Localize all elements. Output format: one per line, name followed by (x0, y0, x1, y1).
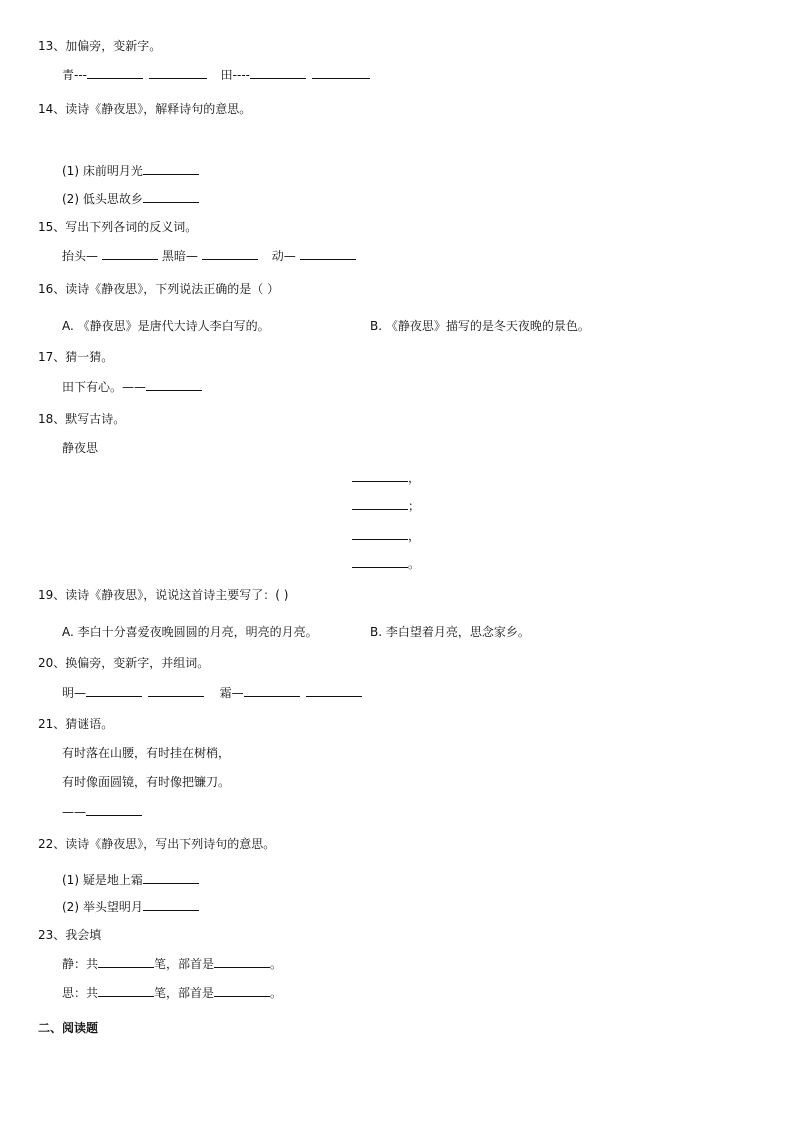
q13-char-qing: 青--- (62, 68, 87, 82)
q16-option-b[interactable]: B. 《静夜思》描写的是冬天夜晚的景色。 (370, 319, 590, 333)
q16-title: 16、读诗《静夜思》，下列说法正确的是（ ） (38, 282, 280, 296)
q18-blank-4[interactable] (352, 556, 408, 568)
q21-blank[interactable] (86, 804, 142, 816)
q19-option-b[interactable]: B. 李白望着月亮，思念家乡。 (370, 625, 530, 639)
q22-item-2 (62, 899, 199, 915)
q18-punct-1: ， (408, 471, 421, 485)
q15-word-dong: 动— (271, 249, 296, 263)
q20-title: 20、换偏旁，变新字，并组词。 (38, 656, 210, 670)
q23-row-1-char: 静：共 (62, 957, 99, 971)
q21-title: 21、猜谜语。 (38, 717, 114, 731)
q14-blank-1[interactable] (143, 163, 199, 175)
q20-blank-4[interactable] (306, 685, 362, 697)
q19-option-a[interactable]: A. 李白十分喜爱夜晚圆圆的月亮，明亮的月亮。 (62, 625, 318, 639)
q22-blank-2[interactable] (143, 899, 199, 911)
q23-row-2-char: 思：共 (62, 986, 99, 1000)
q18-punct-3: ， (408, 529, 421, 543)
q18-title: 18、默写古诗。 (38, 412, 126, 426)
q20-char-ming: 明— (62, 686, 87, 700)
q15-blank-3[interactable] (300, 248, 356, 260)
q13-blank-2[interactable] (149, 67, 207, 79)
q21-dash: —— (62, 805, 86, 819)
q15-blank-1[interactable] (102, 248, 158, 260)
q13-title: 13、加偏旁，变新字。 (38, 39, 162, 53)
q14-title: 14、读诗《静夜思》，解释诗句的意思。 (38, 102, 252, 116)
q22-title: 22、读诗《静夜思》，写出下列诗句的意思。 (38, 837, 276, 851)
q18-poem-title: 静夜思 (62, 441, 99, 455)
q22-item-2-text: (2) 举头望明月 (62, 900, 143, 914)
q17-answer-line (62, 379, 202, 395)
q20-blank-1[interactable] (86, 685, 142, 697)
q18-line-4 (352, 556, 420, 572)
q15-answer-line (62, 248, 356, 264)
q23-row-2 (62, 985, 282, 1001)
q22-item-1-text: (1) 疑是地上霜 (62, 873, 143, 887)
q20-blank-2[interactable] (148, 685, 204, 697)
q15-word-taitou: 抬头— (62, 249, 99, 263)
q23-row-2-radical-blank[interactable] (214, 985, 270, 997)
section-reading-heading: 二、阅读题 (38, 1021, 99, 1035)
q19-title: 19、读诗《静夜思》，说说这首诗主要写了：( ) (38, 588, 289, 602)
q18-line-3 (352, 528, 420, 544)
q15-blank-2[interactable] (202, 248, 258, 260)
q15-title: 15、写出下列各词的反义词。 (38, 220, 198, 234)
q18-blank-1[interactable] (352, 470, 408, 482)
q16-option-a[interactable]: A. 《静夜思》是唐代大诗人李白写的。 (62, 319, 270, 333)
q18-line-1 (352, 470, 420, 486)
q20-answer-line (62, 685, 362, 701)
q14-item-2 (62, 191, 199, 207)
q13-blank-3[interactable] (250, 67, 306, 79)
q20-blank-3[interactable] (244, 685, 300, 697)
q22-item-1 (62, 872, 199, 888)
q13-answer-line (62, 67, 370, 83)
q18-line-2 (352, 498, 420, 514)
q21-riddle-line-2: 有时像面圆镜，有时像把镰刀。 (62, 775, 231, 789)
q20-char-shuang: 霜— (219, 686, 244, 700)
q23-row-1-mid: 笔，部首是 (154, 957, 215, 971)
q23-title: 23、我会填 (38, 928, 102, 942)
q23-row-1-strokes-blank[interactable] (98, 956, 154, 968)
q18-blank-3[interactable] (352, 528, 408, 540)
q13-char-tian: 田---- (220, 68, 250, 82)
q18-blank-2[interactable] (352, 498, 408, 510)
q21-answer-line (62, 804, 142, 820)
q17-riddle: 田下有心。—— (62, 380, 147, 394)
q17-blank[interactable] (146, 379, 202, 391)
q17-title: 17、猜一猜。 (38, 350, 114, 364)
q14-item-2-text: (2) 低头思故乡 (62, 192, 143, 206)
q13-blank-1[interactable] (87, 67, 143, 79)
q23-row-2-strokes-blank[interactable] (98, 985, 154, 997)
q18-punct-2: ； (408, 499, 421, 513)
q14-blank-2[interactable] (143, 191, 199, 203)
q13-blank-4[interactable] (312, 67, 370, 79)
q14-item-1-text: (1) 床前明月光 (62, 164, 143, 178)
q14-item-1 (62, 163, 199, 179)
q21-riddle-line-1: 有时落在山腰，有时挂在树梢， (62, 746, 231, 760)
q23-row-1-end: 。 (270, 957, 283, 971)
q23-row-1-radical-blank[interactable] (214, 956, 270, 968)
q22-blank-1[interactable] (143, 872, 199, 884)
q23-row-2-mid: 笔，部首是 (154, 986, 215, 1000)
q23-row-2-end: 。 (270, 986, 283, 1000)
q18-punct-4: 。 (408, 557, 421, 571)
q23-row-1 (62, 956, 282, 972)
q15-word-heian: 黑暗— (161, 249, 198, 263)
